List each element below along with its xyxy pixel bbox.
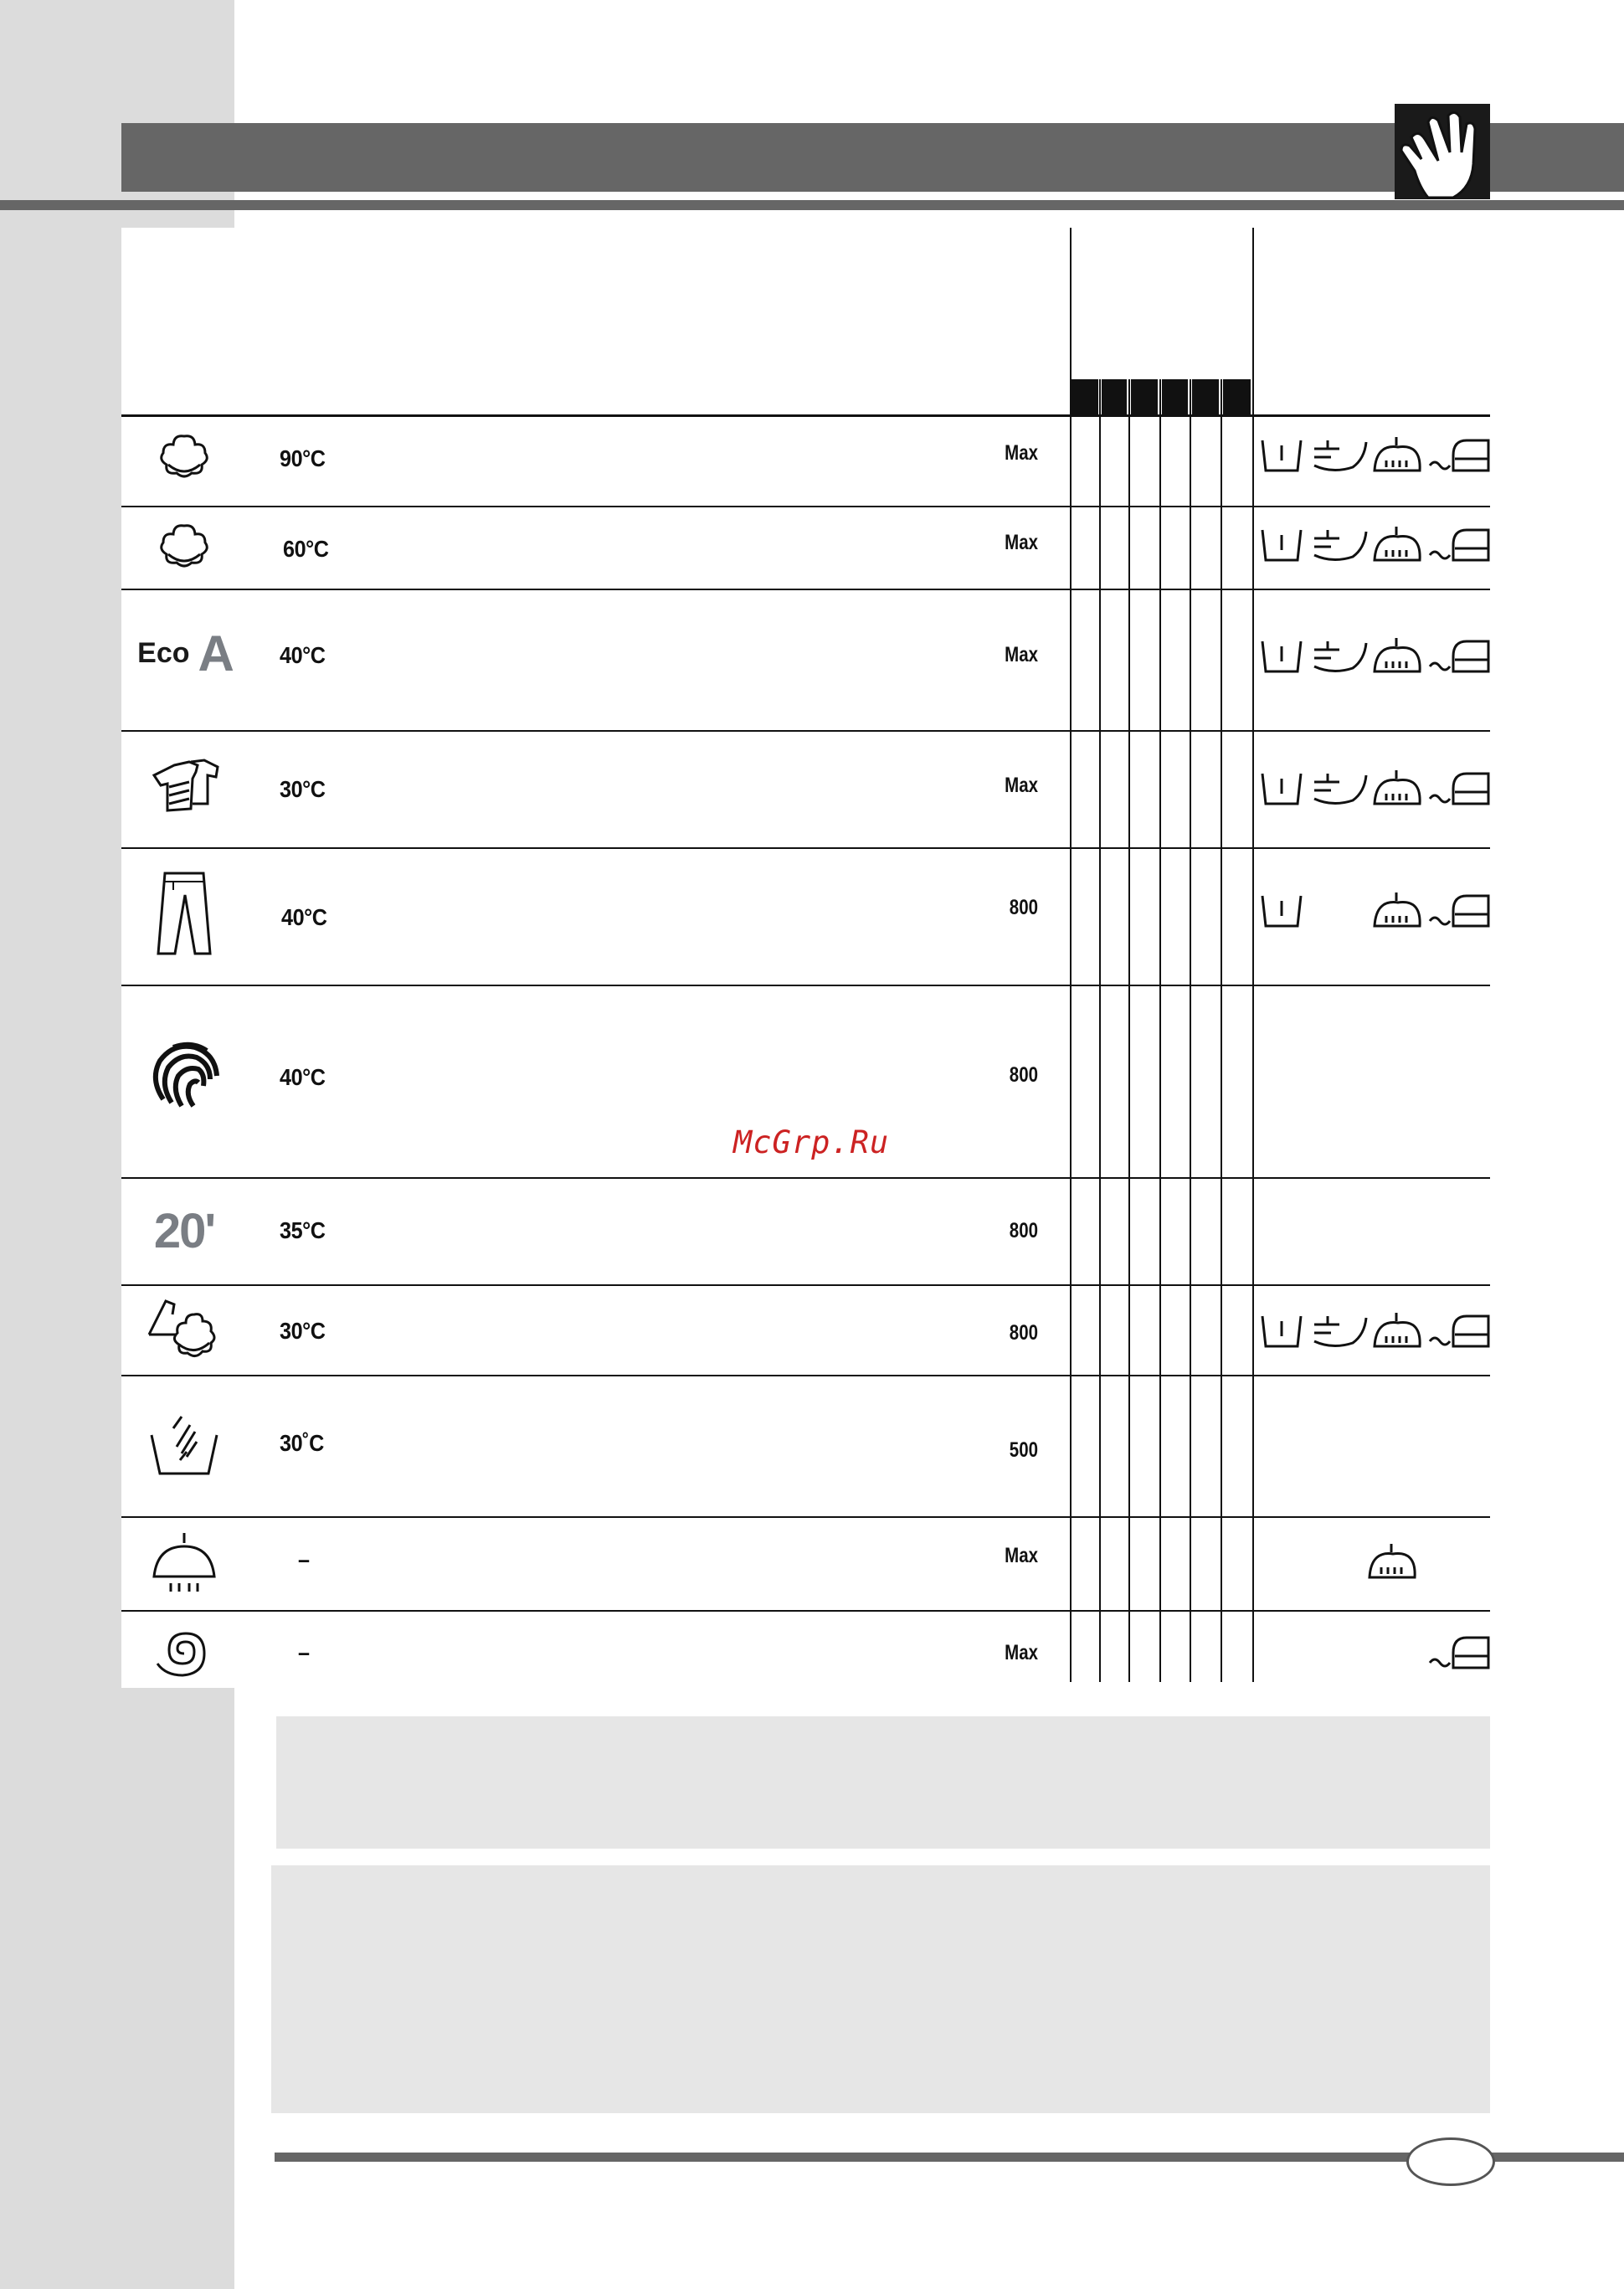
cotton-icon: [134, 423, 234, 490]
care-symbols: [1257, 636, 1493, 676]
bleach-icon: [1262, 641, 1301, 671]
wool-icon: [134, 1035, 234, 1115]
tumble-dry-icon: [1314, 1316, 1366, 1346]
iron-icon: [1430, 896, 1488, 926]
bleach-icon: [1262, 896, 1301, 926]
note-box: [271, 1865, 1490, 2113]
quick-20-icon: [134, 1197, 234, 1264]
dry-clean-icon: [1375, 770, 1420, 804]
header-tab: [1102, 379, 1127, 414]
programme-temperature: 30°C: [280, 776, 326, 802]
cotton-icon: [134, 512, 234, 579]
row-divider: [121, 589, 1490, 590]
eco-a-icon: [127, 620, 244, 687]
iron-icon: [1430, 530, 1488, 560]
header-tab: [1131, 379, 1158, 414]
care-symbols: [1257, 769, 1493, 809]
row-divider: [121, 1610, 1490, 1612]
row-divider: [121, 1516, 1490, 1518]
jeans-icon: [134, 867, 234, 959]
iron-icon: [1430, 1638, 1488, 1668]
eco-grade-letter: A: [198, 625, 234, 682]
programme-temperature: 35°C: [280, 1217, 326, 1243]
programme-max-spin: 800: [1009, 1219, 1038, 1242]
hand-wash-icon: [134, 1407, 234, 1487]
programme-max-spin: 500: [1009, 1438, 1038, 1462]
row-divider: [121, 506, 1490, 507]
tumble-dry-icon: [1314, 530, 1366, 560]
iron-icon: [1430, 440, 1488, 471]
bleach-icon: [1262, 440, 1301, 471]
care-symbols: [1257, 1542, 1493, 1582]
iron-icon: [1430, 1316, 1488, 1346]
programme-temperature: 30˚C: [280, 1430, 324, 1456]
bleach-icon: [1262, 774, 1301, 804]
dry-clean-icon: [1375, 1313, 1420, 1346]
synthetic-cotton-icon: [134, 1294, 234, 1366]
programme-temperature: 30°C: [280, 1318, 326, 1344]
row-divider: [121, 1177, 1490, 1179]
rinse-icon: [134, 1524, 234, 1602]
table-header-rule: [121, 414, 1490, 417]
header-rule: [0, 200, 1624, 210]
programme-max-spin: Max: [1005, 1544, 1038, 1567]
header-tab: [1162, 379, 1188, 414]
row-divider: [121, 847, 1490, 849]
programme-max-spin: Max: [1005, 531, 1038, 554]
note-box: [276, 1716, 1490, 1849]
watermark-text: McGrp.Ru: [733, 1124, 890, 1160]
spin-icon: [134, 1619, 234, 1686]
header-tab: [1223, 379, 1251, 414]
care-symbols: [1257, 1633, 1493, 1673]
dry-clean-icon: [1375, 892, 1420, 926]
care-symbols: [1257, 435, 1493, 476]
programme-temperature: 60°C: [283, 536, 329, 562]
bleach-icon: [1262, 1316, 1301, 1346]
page-number-oval: [1406, 2137, 1495, 2186]
table-column-divider: [1128, 379, 1130, 1682]
row-divider: [121, 985, 1490, 986]
row-divider: [121, 730, 1490, 732]
row-divider: [121, 1284, 1490, 1286]
dry-clean-icon: [1375, 437, 1420, 471]
iron-icon: [1430, 774, 1488, 804]
mixed-shirts-icon: [134, 754, 234, 820]
iron-icon: [1430, 641, 1488, 671]
row-divider: [121, 1375, 1490, 1376]
programme-max-spin: Max: [1005, 774, 1038, 797]
programme-temperature: –: [298, 1546, 310, 1572]
tumble-dry-icon: [1314, 641, 1366, 671]
table-column-divider: [1190, 379, 1191, 1682]
programme-max-spin: Max: [1005, 1641, 1038, 1664]
eco-label: Eco: [137, 636, 190, 669]
header-tab: [1192, 379, 1219, 414]
programme-max-spin: Max: [1005, 643, 1038, 666]
programme-temperature: 40°C: [280, 642, 326, 668]
table-column-divider: [1070, 228, 1072, 1682]
programme-temperature: 90°C: [280, 445, 326, 471]
dry-clean-icon: [1370, 1544, 1415, 1577]
quick-20-label: 20': [153, 1203, 215, 1258]
programme-max-spin: Max: [1005, 441, 1038, 465]
tumble-dry-icon: [1314, 774, 1366, 804]
care-symbols: [1257, 525, 1493, 565]
programme-temperature: 40°C: [280, 1064, 326, 1090]
table-column-divider: [1252, 228, 1254, 1682]
table-column-divider: [1221, 379, 1222, 1682]
dry-clean-icon: [1375, 527, 1420, 560]
bleach-icon: [1262, 530, 1301, 560]
programme-max-spin: 800: [1009, 1321, 1038, 1345]
tumble-dry-icon: [1314, 440, 1366, 471]
programme-max-spin: 800: [1009, 1063, 1038, 1087]
programme-temperature: 40°C: [281, 904, 327, 930]
table-column-divider: [1099, 379, 1101, 1682]
care-symbols: [1257, 1311, 1493, 1351]
programme-temperature: –: [298, 1639, 310, 1665]
header-tab: [1072, 379, 1098, 414]
care-symbols: [1257, 891, 1493, 931]
dry-clean-icon: [1375, 638, 1420, 671]
hand-icon: [1395, 104, 1490, 199]
programme-max-spin: 800: [1009, 896, 1038, 919]
table-column-divider: [1159, 379, 1161, 1682]
